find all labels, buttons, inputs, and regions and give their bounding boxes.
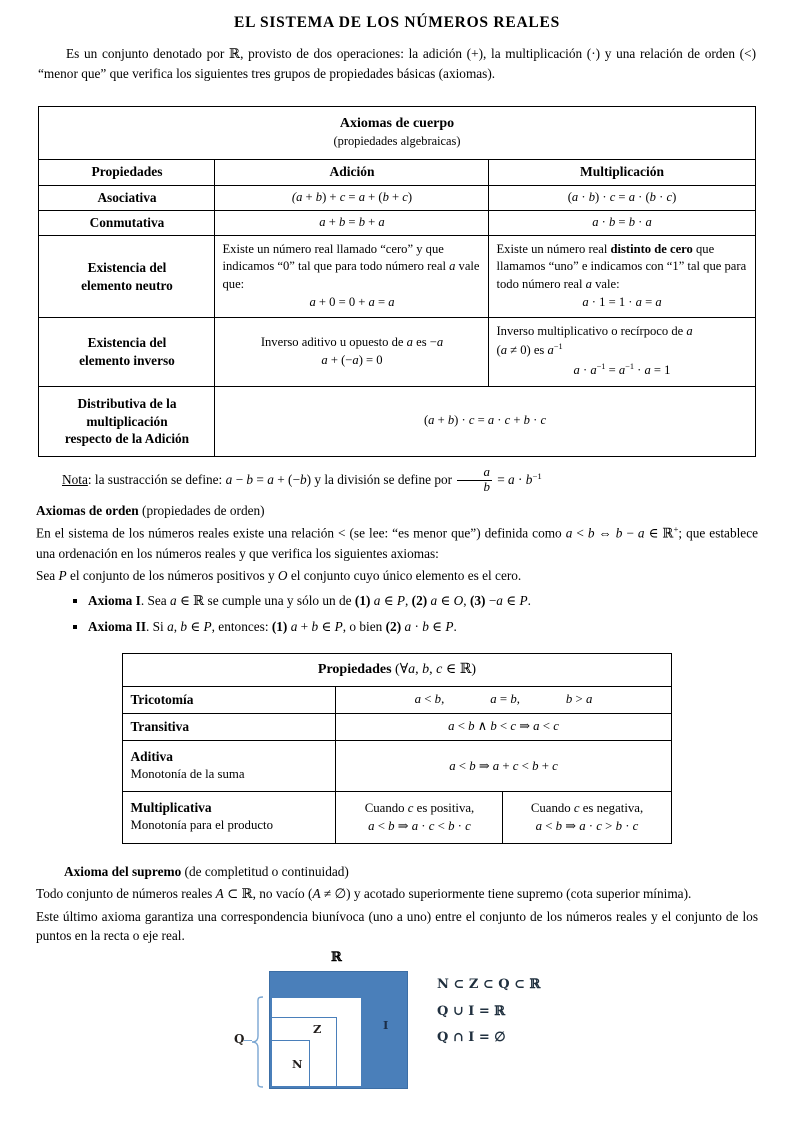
row-label-aditiva: [123, 740, 336, 791]
axioma-i-label: Axioma I: [88, 592, 141, 608]
table-orden-title-cell: Propiedades (∀a, b, c ∈ ℝ): [123, 653, 671, 686]
row-label-conmutativa: Conmutativa: [39, 210, 215, 235]
cell-neutro-adicion: Existe un número real llamado “cero” y que indicamos “0” tal que para todo número real a vale que: a + 0 = 0 + a = a: [215, 235, 489, 318]
column-header-propiedades: Propiedades: [39, 159, 215, 185]
row-label-text: Tricotomía: [130, 691, 194, 707]
section-heading-axiomas-de-orden: [36, 501, 758, 520]
table-row: [123, 686, 671, 713]
row-label-subtext: Monotonía para el producto: [130, 818, 273, 833]
cell-conmutativa-multiplicacion: a · b = b · a: [489, 210, 755, 235]
cell-inverso-adicion: Inverso aditivo u opuesto de a es −a a + (−a) = 0: [215, 318, 489, 387]
cell-conmutativa-adicion: a + b = b + a: [215, 210, 489, 235]
table-row: [39, 185, 755, 210]
page-title: EL SISTEMA DE LOS NÚMEROS REALES: [234, 14, 560, 31]
orden-paragraph-2: Sea P el conjunto de los números positivos y O el conjunto cuyo único elemento es el cero.: [36, 568, 522, 584]
row-label-line2: multiplicación: [86, 413, 168, 429]
row-label-transitiva: [123, 713, 336, 740]
table-header-row: [39, 159, 755, 185]
row-label-asociativa: Asociativa: [39, 185, 215, 210]
row-label-elemento-neutro: [39, 235, 215, 318]
table-row: [39, 106, 755, 159]
document-page: [0, 14, 794, 1137]
cell-distributiva-equation: (a + b) · c = a · c + b · c: [215, 386, 755, 456]
cell-multiplicativa-negativa: Cuando c es negativa, a < b ⇒ a · c > b · c: [503, 792, 671, 843]
section-heading-axioma-del-supremo: [36, 862, 758, 881]
row-label-tricotomia: [123, 686, 336, 713]
table-row: [39, 235, 755, 318]
table-row: [123, 792, 671, 843]
row-label-line2: elemento neutro: [81, 277, 173, 293]
row-label-elemento-inverso: [39, 318, 215, 387]
diagram-label-N: N: [292, 1057, 303, 1071]
table-row: [123, 740, 671, 791]
cell-tricotomia-values: a < b, a = b, b > a: [336, 686, 671, 713]
cell-inverso-multiplicacion: Inverso multiplicativo o recírpoco de a (a ≠ 0) es $a^{-1}$ $a \cdot a^{-1} = a^{-1} \cdot a = 1$: [489, 318, 755, 387]
cell-neutro-multiplicacion: Existe un número real distinto de cero que llamamos “uno” e indicamos con “1” tal que para todo número real a vale: a · 1 = 1 · a = a: [489, 235, 755, 318]
supremo-paragraph-2: Este último axioma garantiza una correspondencia biunívoca (uno a uno) entre el conjunto de los números reales y el conjunto de los puntos en la recta o eje real.: [36, 909, 758, 944]
table-cuerpo-title: Axiomas de cuerpo: [339, 115, 455, 131]
cell-aditiva-value: a < b ⇒ a + c < b + c: [336, 740, 671, 791]
heading-rest: (propiedades de orden): [138, 503, 265, 519]
table-row: [123, 713, 671, 740]
nota-line: Nota: la sustracción se define: a − b = a + (−b) y la división se define por $\frac{a}{b}$ = $a \cdot b^{-1}$: [62, 465, 542, 495]
row-label-line1: Distributiva de la: [77, 395, 177, 411]
diagram-equation-1: N ⊂ Z ⊂ Q ⊂ ℝ: [437, 977, 541, 992]
diagram-box-naturales: [272, 1040, 310, 1087]
nota-label: Nota: [62, 472, 88, 488]
table-row: [39, 318, 755, 387]
list-item-axioma-i: Axioma I. Sea a ∈ ℝ se cumple una y sólo un de (1) a ∈ P, (2) a ∈ O, (3) −a ∈ P.: [88, 592, 758, 612]
row-label-text: Multiplicativa: [130, 800, 212, 816]
row-label-text: Transitiva: [130, 718, 190, 734]
heading-label: Axioma del supremo: [64, 863, 182, 879]
axioma-ii-label: Axioma II: [88, 619, 146, 635]
emphasis-distinto-de-cero: distinto de cero: [610, 241, 693, 256]
row-label-subtext: Monotonía de la suma: [130, 767, 245, 782]
heading-label: Axiomas de orden: [36, 503, 139, 519]
table-cuerpo-title-cell: [39, 106, 755, 159]
cell-asociativa-adicion: (a + b) + c = a + (b + c): [215, 185, 489, 210]
orden-paragraph-1: En el sistema de los números reales existe una relación < (se lee: “es menor que”) definida como a < b ⇔ b − a ∈ ℝ+; que establece una ordenación en los números reales y que verifica los siguientes axiomas:: [36, 524, 759, 562]
cell-asociativa-multiplicacion: (a · b) · c = a · (b · c): [489, 185, 755, 210]
supremo-paragraph-1: Todo conjunto de números reales A ⊂ ℝ, no vacío (A ≠ ∅) y acotado superiormente tiene supremo (cota superior mínima).: [36, 885, 692, 902]
row-label-line1: Existencia del: [87, 335, 167, 351]
diagram-equation-2: Q ∪ I = ℝ: [437, 1003, 506, 1019]
cell-transitiva-value: a < b ∧ b < c ⇒ a < c: [336, 713, 671, 740]
table-row: [39, 210, 755, 235]
fraction-denominator: b: [457, 480, 491, 495]
table-row: [39, 386, 755, 456]
table-row: [123, 653, 671, 686]
row-label-line1: Existencia del: [87, 259, 167, 275]
diagram-label-Z: Z: [313, 1022, 322, 1036]
table-orden-title: Propiedades: [317, 661, 392, 677]
cell-multiplicativa-positiva: Cuando c es positiva, a < b ⇒ a · c < b · c: [336, 792, 503, 843]
intro-paragraph: Es un conjunto denotado por ℝ, provisto de dos operaciones: la adición (+), la multiplicación (·) y una relación de orden (<) “menor que” que verifica los siguientes tres grupos de propiedades básicas (axiomas).: [38, 46, 756, 81]
fraction-a-over-b: [457, 466, 491, 495]
column-header-multiplicacion: Multiplicación: [489, 159, 755, 185]
diagram-equation-3: Q ∩ I = ∅: [437, 1030, 506, 1046]
table-cuerpo-subtitle: (propiedades algebraicas): [333, 133, 461, 148]
diagram-brace-icon: [251, 996, 264, 1088]
row-label-multiplicativa: [123, 792, 336, 843]
table-axiomas-de-cuerpo: [38, 106, 755, 457]
diagram-label-I: I: [383, 1018, 389, 1032]
diagram-brace-stem: [244, 1040, 252, 1041]
list-item-axioma-ii: Axioma II. Si a, b ∈ P, entonces: (1) a + b ∈ P, o bien (2) a · b ∈ P.: [88, 618, 758, 637]
row-label-line3: respecto de la Adición: [64, 431, 190, 447]
row-label-distributiva: [39, 386, 215, 456]
heading-rest: (de completitud o continuidad): [181, 863, 349, 879]
table-propiedades-de-orden: [122, 653, 671, 844]
row-label-line2: elemento inverso: [79, 353, 175, 368]
fraction-numerator: a: [483, 465, 490, 480]
row-label-text: Aditiva: [130, 748, 173, 764]
diagram-label-Q: Q: [234, 1032, 245, 1046]
column-header-adicion: Adición: [215, 159, 489, 185]
diagram-equations: [437, 972, 540, 1052]
diagram-label-R: ℝ: [331, 950, 342, 965]
axioms-list: [36, 592, 758, 637]
